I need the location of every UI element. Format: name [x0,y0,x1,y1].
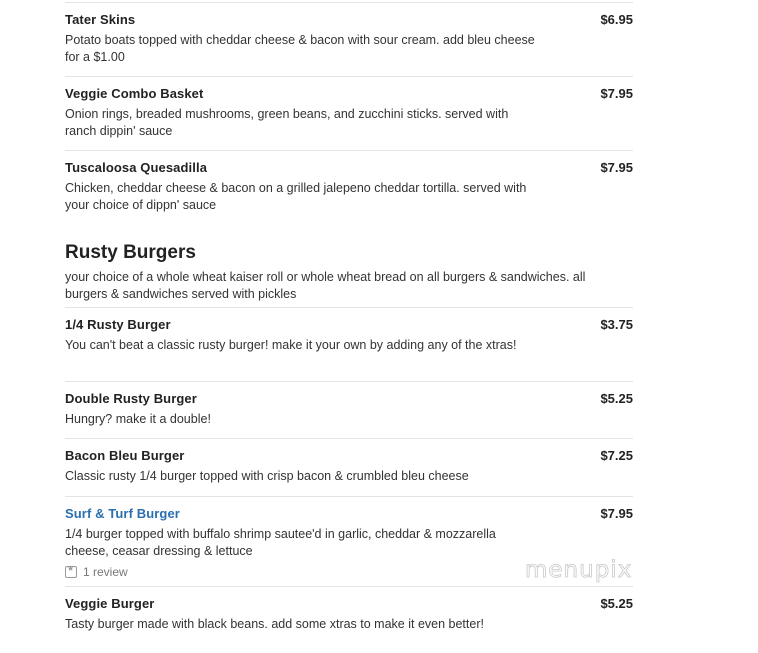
item-name: Bacon Bleu Burger [65,448,185,463]
menu-item-veggie-burger [65,596,633,633]
item-description: Hungry? make it a double! [65,412,211,426]
item-name: 1/4 Rusty Burger [65,317,171,332]
item-description: Classic rusty 1/4 burger topped with crisp bacon & crumbled bleu cheese [65,469,469,483]
section-description: your choice of a whole wheat kaiser roll or whole wheat bread on all burgers & sandwiches. all burgers & sandwiches served with pickles [65,270,586,301]
item-name: Veggie Combo Basket [65,86,204,101]
item-description: Onion rings, breaded mushrooms, green beans, and zucchini sticks. served with ranch dippin' sauce [65,107,509,138]
divider [65,438,633,439]
item-description: Tasty burger made with black beans. add some xtras to make it even better! [65,617,484,631]
section-title: Rusty Burgers [65,242,196,263]
menu-item-tater-skins [65,12,633,66]
menu-item-veggie-combo-basket [65,86,633,140]
item-price: $7.95 [600,86,633,101]
item-price: $7.95 [600,506,633,521]
item-price: $5.25 [600,391,633,406]
item-price: $3.75 [600,317,633,332]
menu-item-double-rusty-burger [65,391,633,428]
review-icon [65,566,77,578]
item-price: $7.95 [600,160,633,175]
item-name: Tater Skins [65,12,136,27]
item-name: Double Rusty Burger [65,391,197,406]
item-price: $5.25 [600,596,633,611]
item-description: 1/4 burger topped with buffalo shrimp sautee'd in garlic, cheddar & mozzarella cheese, ceasar dressing & lettuce [65,527,496,558]
divider [65,586,633,587]
section-rusty-burgers [65,242,633,303]
divider [65,2,633,3]
divider [65,76,633,77]
menu-item-quarter-rusty-burger [65,317,633,354]
menu-item-tuscaloosa-quesadilla [65,160,633,214]
divider [65,307,633,308]
item-name: Tuscaloosa Quesadilla [65,160,208,175]
item-name: Veggie Burger [65,596,155,611]
watermark-logo: menupix [525,557,633,583]
item-price: $7.25 [600,448,633,463]
menu-item-bacon-bleu-burger [65,448,633,485]
divider [65,381,633,382]
item-price: $6.95 [600,12,633,27]
item-description: Chicken, cheddar cheese & bacon on a grilled jalepeno cheddar tortilla. served with your choice of dippn' sauce [65,181,527,212]
review-count: 1 review [83,565,128,579]
divider [65,496,633,497]
item-description: Potato boats topped with cheddar cheese & bacon with sour cream. add bleu cheese for a $1.00 [65,33,535,64]
item-description: You can't beat a classic rusty burger! make it your own by adding any of the xtras! [65,338,517,352]
divider [65,150,633,151]
item-name-link[interactable]: Surf & Turf Burger [65,506,180,521]
